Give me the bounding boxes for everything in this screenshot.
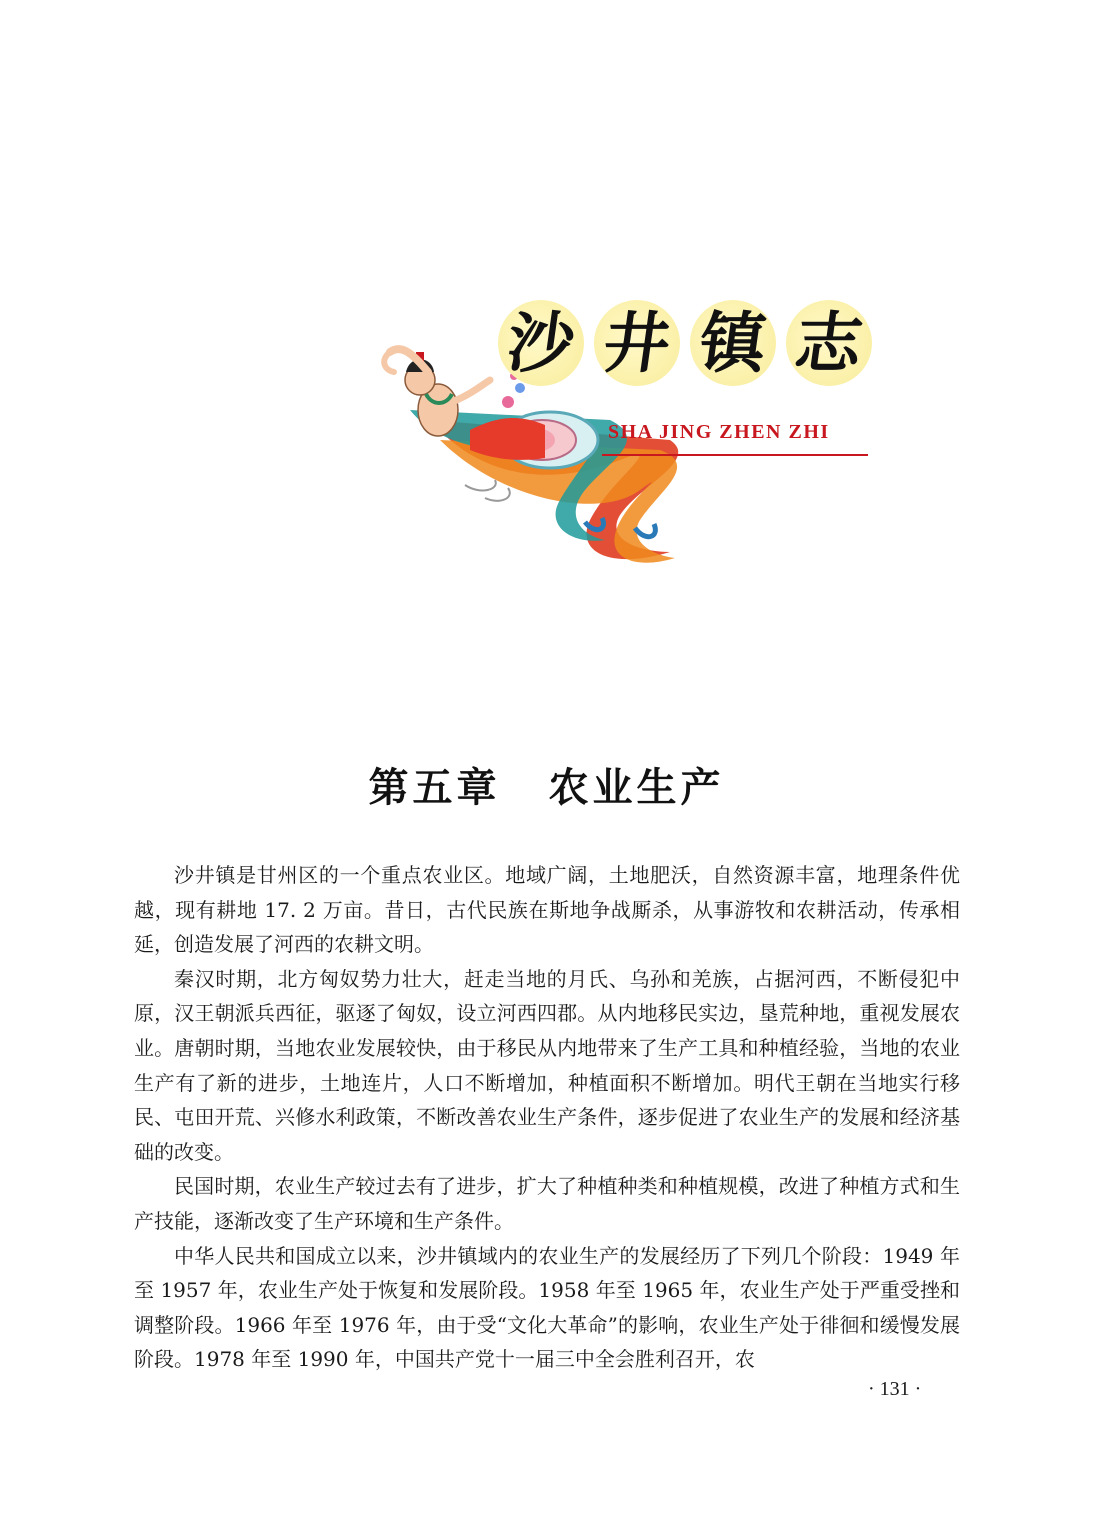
- chapter-number: 第五章: [368, 765, 501, 811]
- chapter-body: [134, 858, 960, 1377]
- book-subtitle: SHA JING ZHEN ZHI: [608, 421, 830, 443]
- paragraph: 民国时期，农业生产较过去有了进步，扩大了种植种类和种植规模，改进了种植方式和生产技能，逐渐改变了生产环境和生产条件。: [134, 1174, 960, 1233]
- book-title-char: 井: [598, 304, 676, 382]
- chapter-heading: [0, 756, 1093, 813]
- paragraph: 中华人民共和国成立以来，沙井镇域内的农业生产的发展经历了下列几个阶段：1949 年至 1957 年，农业生产处于恢复和发展阶段。1958 年至 1965 年，农业生产处于严重受挫和调整阶段。1966 年至 1976 年，由于受“文化大革命”的影响，农业生产处于徘徊和缓慢发展阶段。1978 年至 1990 年，中国共产党十一届三中全会胜利召开，农: [134, 1243, 960, 1372]
- book-title-char: 志: [790, 304, 868, 382]
- chapter-name: 农业生产: [548, 765, 725, 811]
- book-title-char: 沙: [502, 304, 580, 382]
- subtitle-rule: [602, 454, 868, 456]
- book-title-char: 镇: [694, 304, 772, 382]
- page-number: · 131 ·: [868, 1378, 922, 1400]
- paragraph: 秦汉时期，北方匈奴势力壮大，赶走当地的月氏、乌孙和羌族，占据河西，不断侵犯中原，汉王朝派兵西征，驱逐了匈奴，设立河西四郡。从内地移民实边，垦荒种地，重视发展农业。唐朝时期，当地农业发展较快，由于移民从内地带来了生产工具和种植经验，当地的农业生产有了新的进步，土地连片，人口不断增加，种植面积不断增加。明代王朝在当地实行移民、屯田开荒、兴修水利政策，不断改善农业生产条件，逐步促进了农业生产的发展和经济基础的改变。: [134, 966, 960, 1164]
- paragraph: 沙井镇是甘州区的一个重点农业区。地域广阔，土地肥沃，自然资源丰富，地理条件优越，现有耕地 17. 2 万亩。昔日，古代民族在斯地争战厮杀，从事游牧和农耕活动，传承相延，创造发展了河西的农耕文明。: [134, 863, 960, 957]
